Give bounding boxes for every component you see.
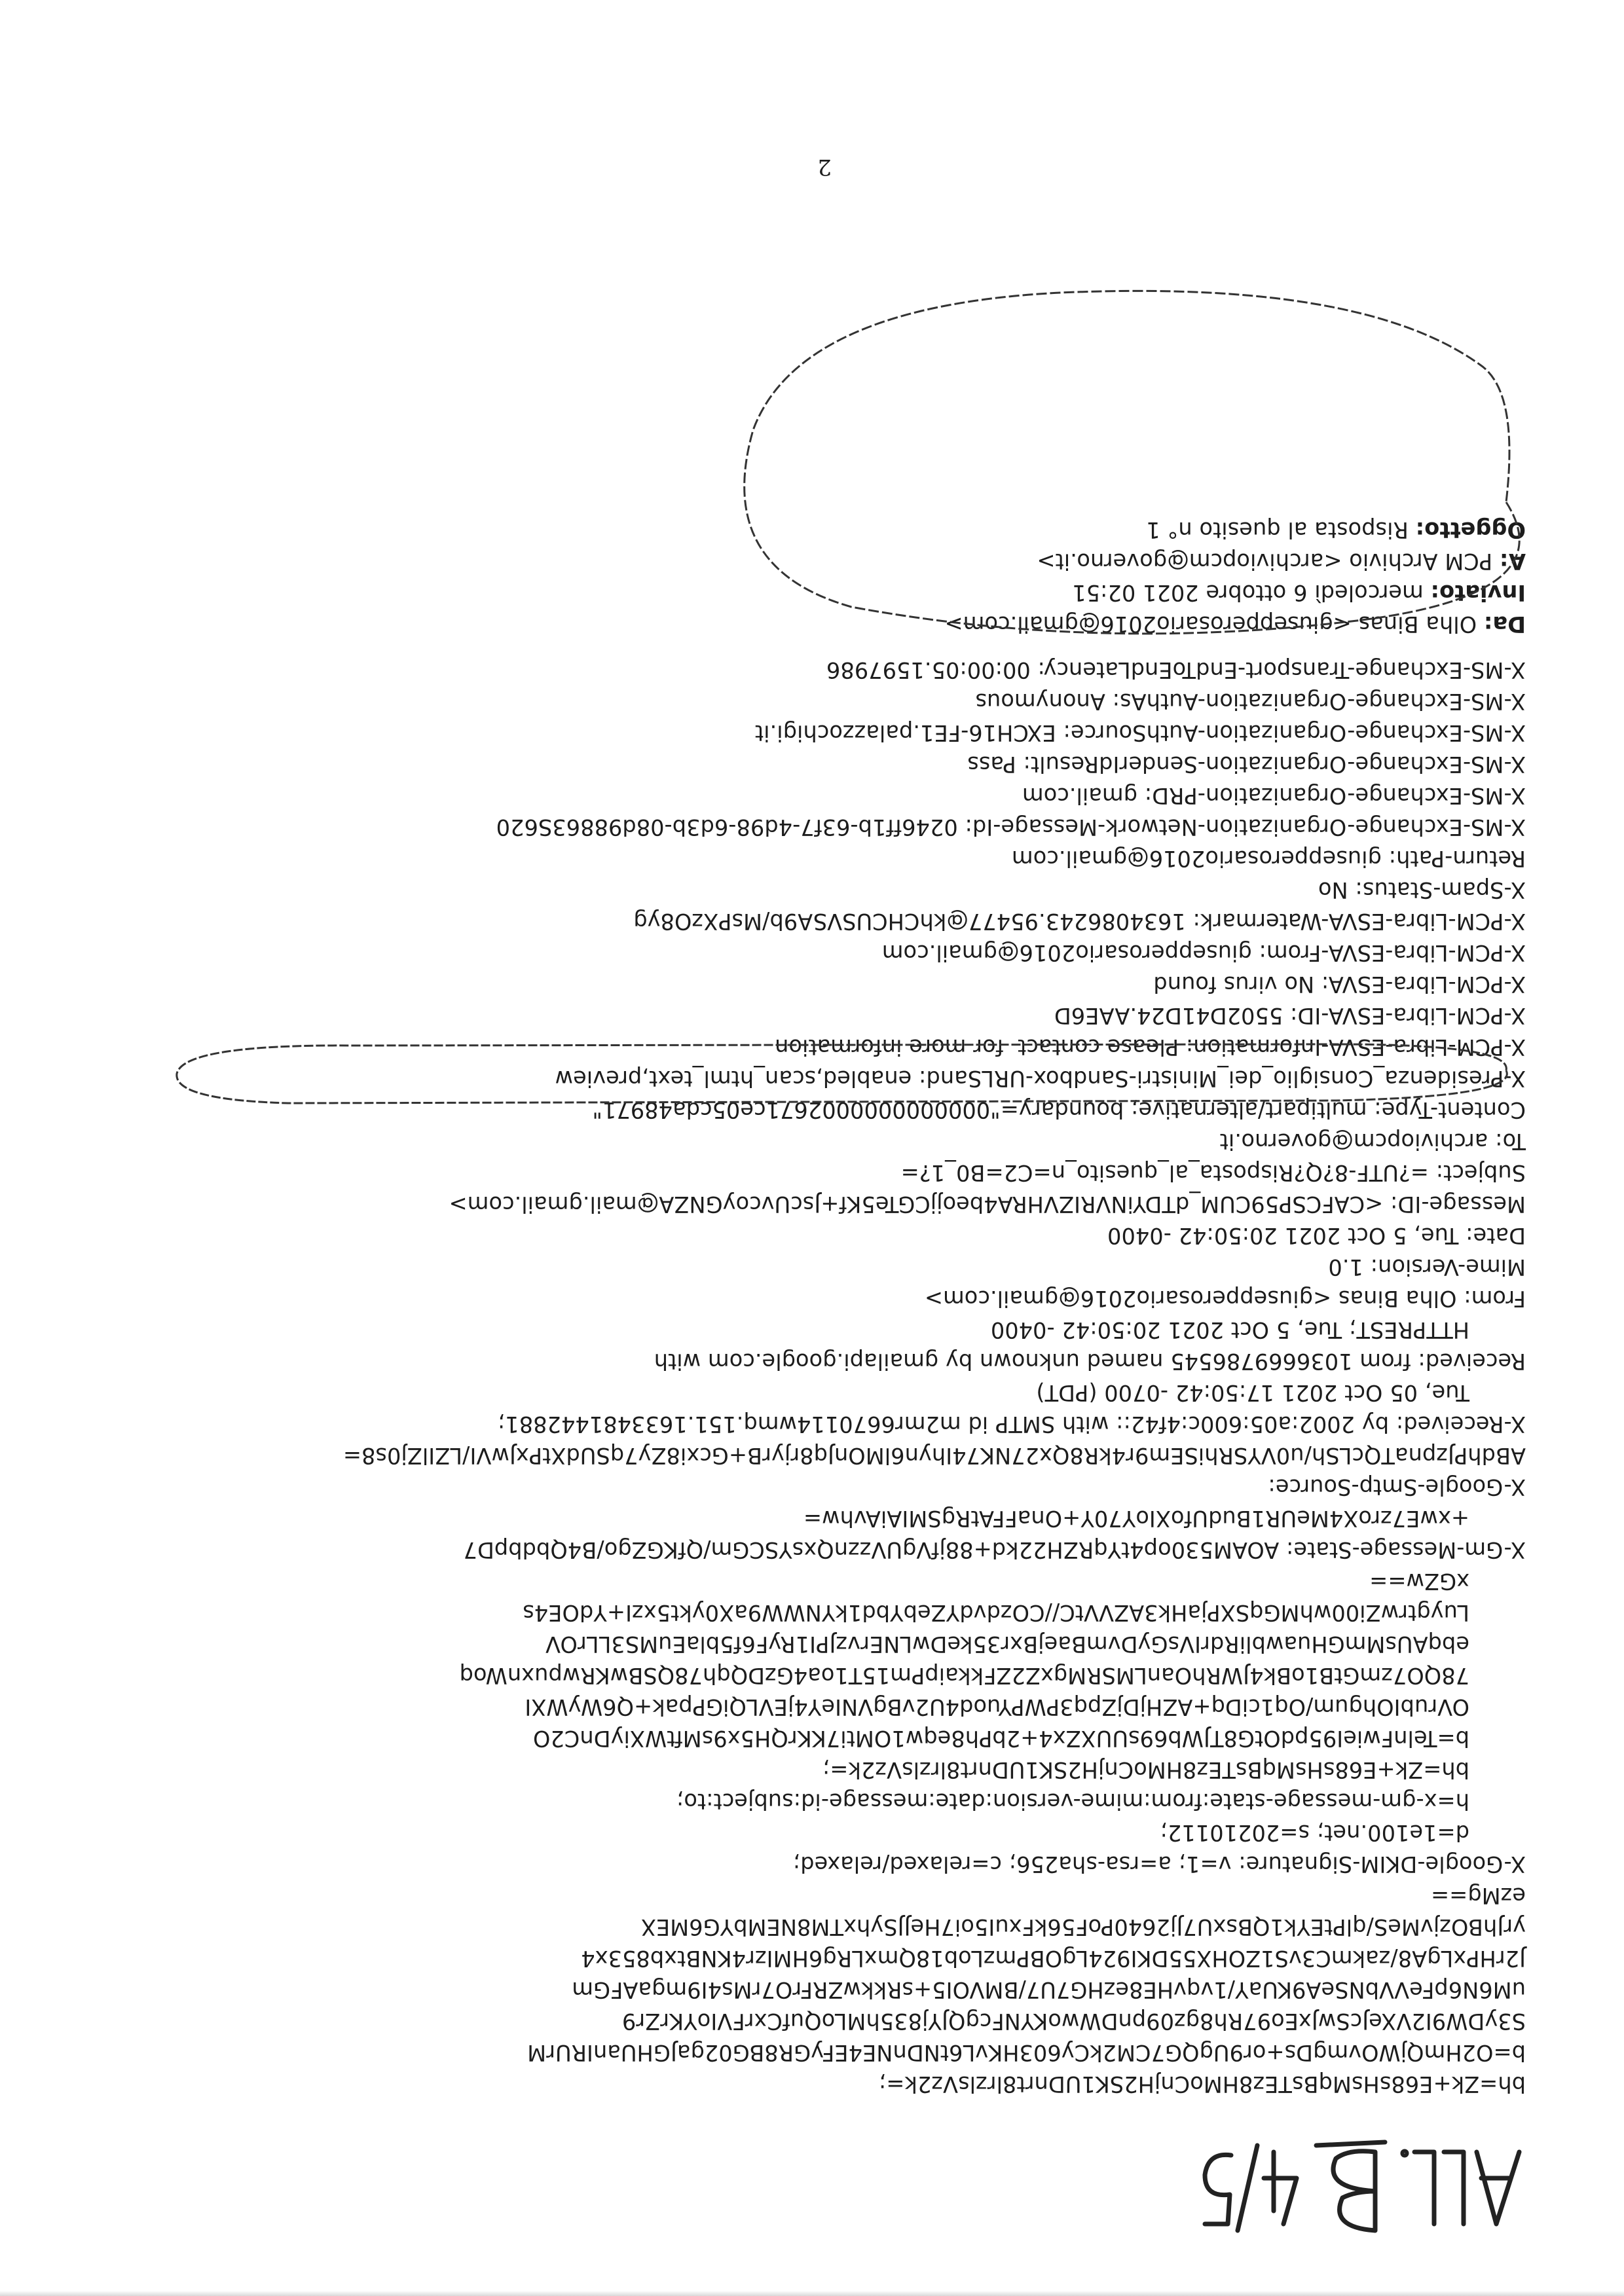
header-line: yrJhBOzjvMeS/qlPtEYk1QBsxU7Jj2640PoF56kFxuI5oi7HeJJSyhxTM8NEMbYG6MEX xyxy=(640,1914,1526,1940)
summary-sent-label: Inviato: xyxy=(1430,580,1526,606)
header-line: Content-Type: multipart/alternative; boundary="0000000000002671ce05cda48971" xyxy=(592,1097,1526,1123)
summary-sent-value: mercoledì 6 ottobre 2021 02:51 xyxy=(1072,580,1424,606)
header-line: Date: Tue, 5 Oct 2021 20:50:42 -0400 xyxy=(1107,1223,1526,1248)
header-line: ABdhPJzpnaTQcLSh/u0VYSRhiSEm9r4kR8Qx27NK74Ihyn6lMOnJq8rjyrB+Gcxi8Zy7qSUdXtPxJwVI/LZIlZj0s8= xyxy=(342,1443,1526,1468)
summary-oval-mark xyxy=(733,280,1559,646)
header-line: Subject: =?UTF-8?Q?Risposta_al_quesito_n=C2=B0_1?= xyxy=(900,1160,1526,1186)
header-line: From: Olha Binas <giusepperosario2016@gmail.com> xyxy=(924,1286,1526,1311)
header-line: X-MS-Exchange-Organization-Network-Message-Id: 0246ff1b-63f7-4d98-6d3b-08d98863S620 xyxy=(496,814,1526,840)
header-line: bh=Zk+E68sHsMqBsTEz8HMoCnjH2SK1UDnrt8lrzlsVz2k=; xyxy=(822,1757,1526,1783)
header-line: X-PCM-Libra-ESVA: No virus found xyxy=(1153,972,1526,997)
summary-from-label: Da: xyxy=(1483,611,1526,637)
header-line: X-PCM-Libra-ESVA-Information: Please contact for more information xyxy=(774,1034,1526,1060)
header-line: Return-Path: giusepperosario2016@gmail.com xyxy=(1011,846,1526,871)
header-line: J2rHPxLgA8/zakmC3vS1ZOHX55DKI924LgOBPmzLob18QmxLRg6HMIzr4KNBtxb853x4 xyxy=(581,1946,1526,1971)
header-line: 78QO7zmGtB1oBk4JWRhOanLMSRMgxZ2ZFkkaipPm15T1oa4GzDQqh78QSBwKRwpuxnWoq xyxy=(459,1663,1526,1688)
header-line: S3yDW9I2VXeJcSwJxEo97Rh8gz09pnDWwoKYNFcgQJYj835hMLoQufCxrFVIoYKrZr9 xyxy=(621,2009,1526,2034)
page-number: 2 xyxy=(817,154,832,180)
header-line: +xwE7zroX4MeUR1BudUfoXIoY70Y+OnaFFAtRgSMIAiAvhw= xyxy=(803,1506,1526,1531)
message-id-oval-mark xyxy=(170,1038,1532,1110)
header-line: HTTPREST; Tue, 5 Oct 2021 20:50:42 -0400 xyxy=(990,1317,1526,1343)
message-id-line: Message-ID: <CAFCSP59CUM_dTDYiNVRIZVHRA4beojjCGTe5Kf+JscUvcoyGNZA@mail.gmail.com> xyxy=(449,1192,1526,1217)
email-header-block xyxy=(85,514,1526,2100)
header-line: ezMg== xyxy=(1430,1883,1526,1908)
header-line: bh=Zk+E68sHsMqBsTEz8HMoCnjH2SK1UDnrt8lrzlsVz2k=; xyxy=(878,2071,1526,2097)
summary-subject-value: Risposta al quesito n° 1 xyxy=(1146,517,1409,543)
summary-from-value: Olha Binas <giusepperosario2016@gmail.com> xyxy=(944,611,1477,637)
header-line: X-Presidenza_Consiglio_dei_Ministri-Sandbox-URLSand: enabled,scan_html_text,preview xyxy=(555,1066,1526,1091)
header-line: Tue, 05 Oct 2021 17:50:42 -0700 (PDT) xyxy=(1036,1380,1526,1406)
scan-edge-top xyxy=(0,2291,1624,2296)
header-line: Mime-Version: 1.0 xyxy=(1328,1254,1526,1280)
header-line: X-PCM-Libra-ESVA-From: giusepperosario2016@gmail.com xyxy=(881,940,1526,966)
header-line: To: archiviopcm@governo.it xyxy=(1219,1129,1526,1154)
header-line: X-Google-DKIM-Signature: v=1; a=rsa-sha256; c=relaxed/relaxed; xyxy=(792,1851,1526,1877)
header-line: b=TelnFwieI95pdOtG8TJWb69sUUXZx4+2bPh8eqw1OMti7KKrQH5x9sMftWXiyDnC2O xyxy=(532,1726,1526,1751)
header-line: X-PCM-Libra-ESVA-ID: 5502D41D24.AAE6D xyxy=(1054,1003,1526,1029)
header-line: X-MS-Exchange-Organization-PRD: gmail.com xyxy=(1022,783,1526,809)
header-line: OVrubIOhgum/Oq1ciDq+AZHjDjZpq3PWPYuod4U2vBgVNIeY4jEVLQiGPpak+Q6WyWXI xyxy=(525,1694,1526,1720)
header-line: h=x-gm-message-state:from:mime-version:date:message-id:subject:to; xyxy=(676,1789,1526,1814)
header-line: X-Spam-Status: No xyxy=(1318,877,1526,903)
header-line: X-MS-Exchange-Organization-AuthAs: Anonymous xyxy=(975,689,1526,714)
summary-to-label: A: xyxy=(1499,549,1526,574)
header-line: X-Gm-Message-State: AOAM530op4tYqRZH22kd+88jfVgUVzznQxsYSCGm/QfKGZgo/B4QbdbpD7 xyxy=(463,1537,1526,1563)
header-line: X-MS-Exchange-Organization-AuthSource: EXCH16-FE1.palazzochigi.it xyxy=(754,720,1526,746)
header-line: uM6N6pFeVVbNSeA9KUaY/1vqvHE8ezHG7U7/BMVOI5+sRkkwZRFrO7rMs4I9mgaAFGm xyxy=(572,1977,1526,2003)
summary-subject-label: Oggetto: xyxy=(1415,517,1526,543)
handwritten-annotation xyxy=(1192,2119,1532,2250)
summary-to-value: PCM Archivio <archiviopcm@governo.it> xyxy=(1037,549,1493,574)
header-line: X-Received: by 2002:a05:600c:4f42:: with SMTP id m2mr6670114wmq.151.1633481442881; xyxy=(497,1412,1526,1437)
header-line: d=1e100.net; s=20210112; xyxy=(1160,1820,1526,1846)
header-line: ebqAUsMmGHuawbliRdrIVsGyDvmBaejBxr35keDwLNErvzJPI1RyF6f5blaEuMS3LLrOV xyxy=(545,1631,1526,1657)
header-line: X-MS-Exchange-Transport-EndToEndLatency: 00:00:05.1597986 xyxy=(826,657,1526,683)
header-line: LuygtrwZi00whMGqSXPjaHk3AZVVtC//COzdvdYZebYbd1kYNWW9aX0ykt5xzI+YdOE4s xyxy=(523,1600,1526,1626)
header-line: Received: from 1036669786545 named unknown by gmailapi.google.com with xyxy=(654,1349,1526,1374)
header-line: X-PCM-Libra-ESVA-Watermark: 1634086243.95477@khCHCUSVSA9b/MsPXzO8yg xyxy=(633,909,1526,934)
header-line: xGZw== xyxy=(1369,1569,1526,1594)
header-line: X-MS-Exchange-Organization-SenderIdResult: Pass xyxy=(967,752,1526,777)
header-line: b=O2HmQjWOvmgDs+or9UgQG7CM2kCy603HKvL6tNDnNE4EFyGR8BG02gaJGHUanIRUrM xyxy=(527,2040,1526,2066)
header-line: X-Google-Smtp-Source: xyxy=(1268,1474,1526,1500)
